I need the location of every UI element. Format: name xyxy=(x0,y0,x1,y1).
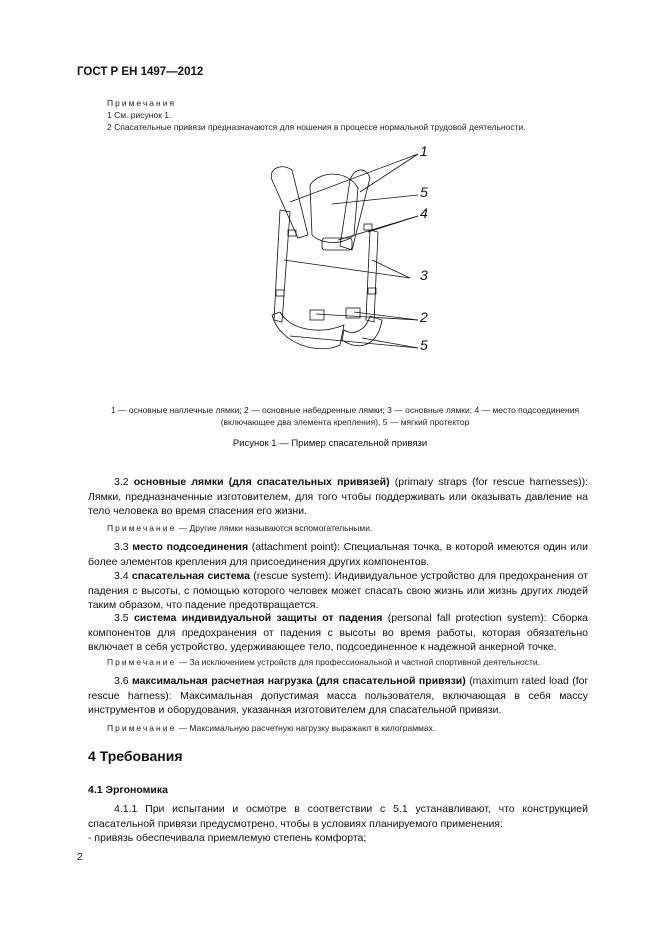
left-leg-pad xyxy=(272,312,344,349)
paragraph-4-1-1: 4.1.1 При испытании и осмотре в соответствии с 5.1 устанавливают, что конструкцией спасательной привязи предусмотрено, чтобы в условиях планируемого применения: xyxy=(88,803,588,830)
callout-5b: 5 xyxy=(420,337,428,353)
note-item-2: 2 Спасательные привязи предназначаются для ношения в процессе нормальной трудовой деятельности. xyxy=(107,122,526,132)
figure-legend-line2: (включающее два элемента крепления), 5 — мягкий протектор xyxy=(220,417,470,427)
section-3-3: 3.3 место подсоединения (attachment point): Специальная точка, в которой имеются один или более элементов крепления для присоединения других компонентов. xyxy=(88,541,588,568)
bullet-4-1-1-a: - привязь обеспечивала приемлемую степень комфорта; xyxy=(88,832,367,844)
callout-3: 3 xyxy=(420,267,428,283)
figure-legend-line1: 1 — основные наплечные лямки; 2 — основные набедренные лямки; 3 — основные лямки; 4 — место подсоединения xyxy=(110,405,580,415)
right-side-strap xyxy=(366,230,378,322)
section-3-4: 3.4 спасательная система (rescue system): Индивидуальное устройство для предохранения от падения с высоты, с помощью которого человек может спасать свою жизнь или жизнь других людей таким образом, что падение предотвращается. xyxy=(88,570,589,611)
note-3-2: Примечание — Другие лямки называются вспомогательными. xyxy=(107,523,373,533)
note-3-5: Примечание — За исключением устройств для профессиональной и частной спортивной деятельности. xyxy=(107,657,540,667)
figure-caption: Рисунок 1 — Пример спасательной привязи xyxy=(232,438,428,449)
back-pad xyxy=(310,174,358,242)
page-number: 2 xyxy=(77,851,83,863)
chapter-4-title: 4 Требования xyxy=(88,748,183,764)
left-shoulder-strap xyxy=(271,167,308,238)
callout-2: 2 xyxy=(420,309,428,325)
subsection-4-1-title: 4.1 Эргономика xyxy=(88,784,168,796)
section-3-6: 3.6 максимальная расчетная нагрузка (для спасательной привязи) (maximum rated load (for rescue harness): Максимальная допустимая масса пользователя, включающая в себя массу инструментов и оборудования, указанная изготовителем для спасательной привязи. xyxy=(88,675,588,716)
callout-1: 1 xyxy=(420,143,428,159)
callout-5a: 5 xyxy=(420,184,428,200)
callout-4: 4 xyxy=(420,205,428,221)
note-item-1: 1 См. рисунок 1. xyxy=(107,110,172,120)
harness-figure xyxy=(250,140,450,375)
left-side-strap xyxy=(274,210,290,322)
notes-heading: Примечания xyxy=(107,98,177,108)
section-3-5: 3.5 система индивидуальной защиты от падения (personal fall protection system): Сборка компонентов для предохранения от падения с высоты во время работы, которая обязательно включает в себя устройство, удерживающее тело, подсоединенное к надежной анкерной точке. xyxy=(88,612,588,653)
section-3-2: 3.2 основные лямки (для спасательных привязей) (primary straps (for rescue harnesses)): Лямки, предназначенные изготовителем, для того чтобы поддерживать или оказывать давление на тело человека во время спасения его жизни. xyxy=(88,476,588,517)
document-header: ГОСТ Р ЕН 1497—2012 xyxy=(77,66,204,78)
note-3-6: Примечание — Максимальную расчетную нагрузку выражают в килограммах. xyxy=(107,723,436,733)
